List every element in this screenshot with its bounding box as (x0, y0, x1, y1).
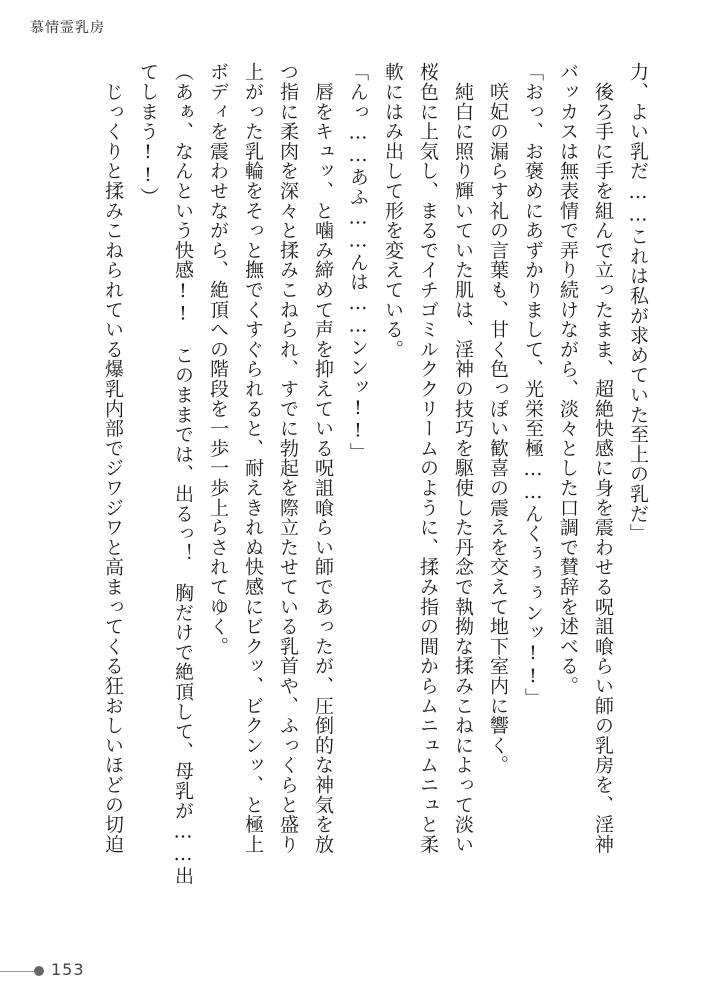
text-line: （あぁ、なんという快感!! このままでは、出るっ！ 胸だけで絶頂して、母乳が……出 (172, 62, 194, 886)
vertical-text-block (27, 62, 655, 962)
text-line: 純白に照り輝いていた肌は、淫神の技巧を駆使した丹念で執拗な揉みこねによって淡い (452, 62, 474, 854)
text-line: 咲妃の漏らす礼の言葉も、甘く色っぽい歓喜の震えを交えて地下室内に響く。 (487, 62, 509, 775)
text-line: じっくりと揉みこねられている爆乳内部でジワジワと高まってくる狂おしいほどの切迫 (102, 62, 124, 854)
text-line: 桜色に上気し、まるでイチゴミルククリームのように、揉み指の間からムニュムニュと柔 (417, 62, 439, 854)
text-line: 上がった乳輪をそっと撫でくすぐられると、耐えきれぬ快感にビクッ、ビクンッ、と極上 (242, 62, 264, 854)
text-line: てしまう!!） (137, 62, 159, 207)
text-line: 「おっ、お褒めにあずかりまして、光栄至極……んくぅぅぅンッ!!」 (522, 62, 544, 708)
text-line: 「んっ……あふ……んは……ンンッ!!」 (347, 62, 369, 463)
page-number: 153 (51, 960, 85, 979)
book-title: 慕情霊乳房 (30, 20, 105, 36)
text-line: 軟にはみ出して形を変えている。 (382, 62, 404, 359)
text-line: つ指に柔肉を深々と揉みこねられ、すでに勃起を際立たせている乳首や、ふっくらと盛り (277, 62, 299, 854)
text-line: ボディを震わせながら、絶頂への階段を一歩一歩上らされてゆく。 (207, 62, 229, 656)
text-line: 唇をキュッ、と噛み締めて声を抑えている呪詛喰らい師であったが、圧倒的な神気を放 (312, 62, 334, 854)
text-line: 後ろ手に手を組んで立ったまま、超絶快感に身を震わせる呪詛喰らい師の乳房を、淫神 (592, 62, 614, 854)
text-line: 力、よい乳だ……これは私が求めていた至上の乳だ」 (627, 62, 649, 544)
text-line: バッカスは無表情で弄り続けながら、淡々とした口調で賛辞を述べる。 (557, 62, 579, 696)
page-marker-dot-icon (34, 966, 44, 976)
footer-rule (0, 971, 34, 972)
